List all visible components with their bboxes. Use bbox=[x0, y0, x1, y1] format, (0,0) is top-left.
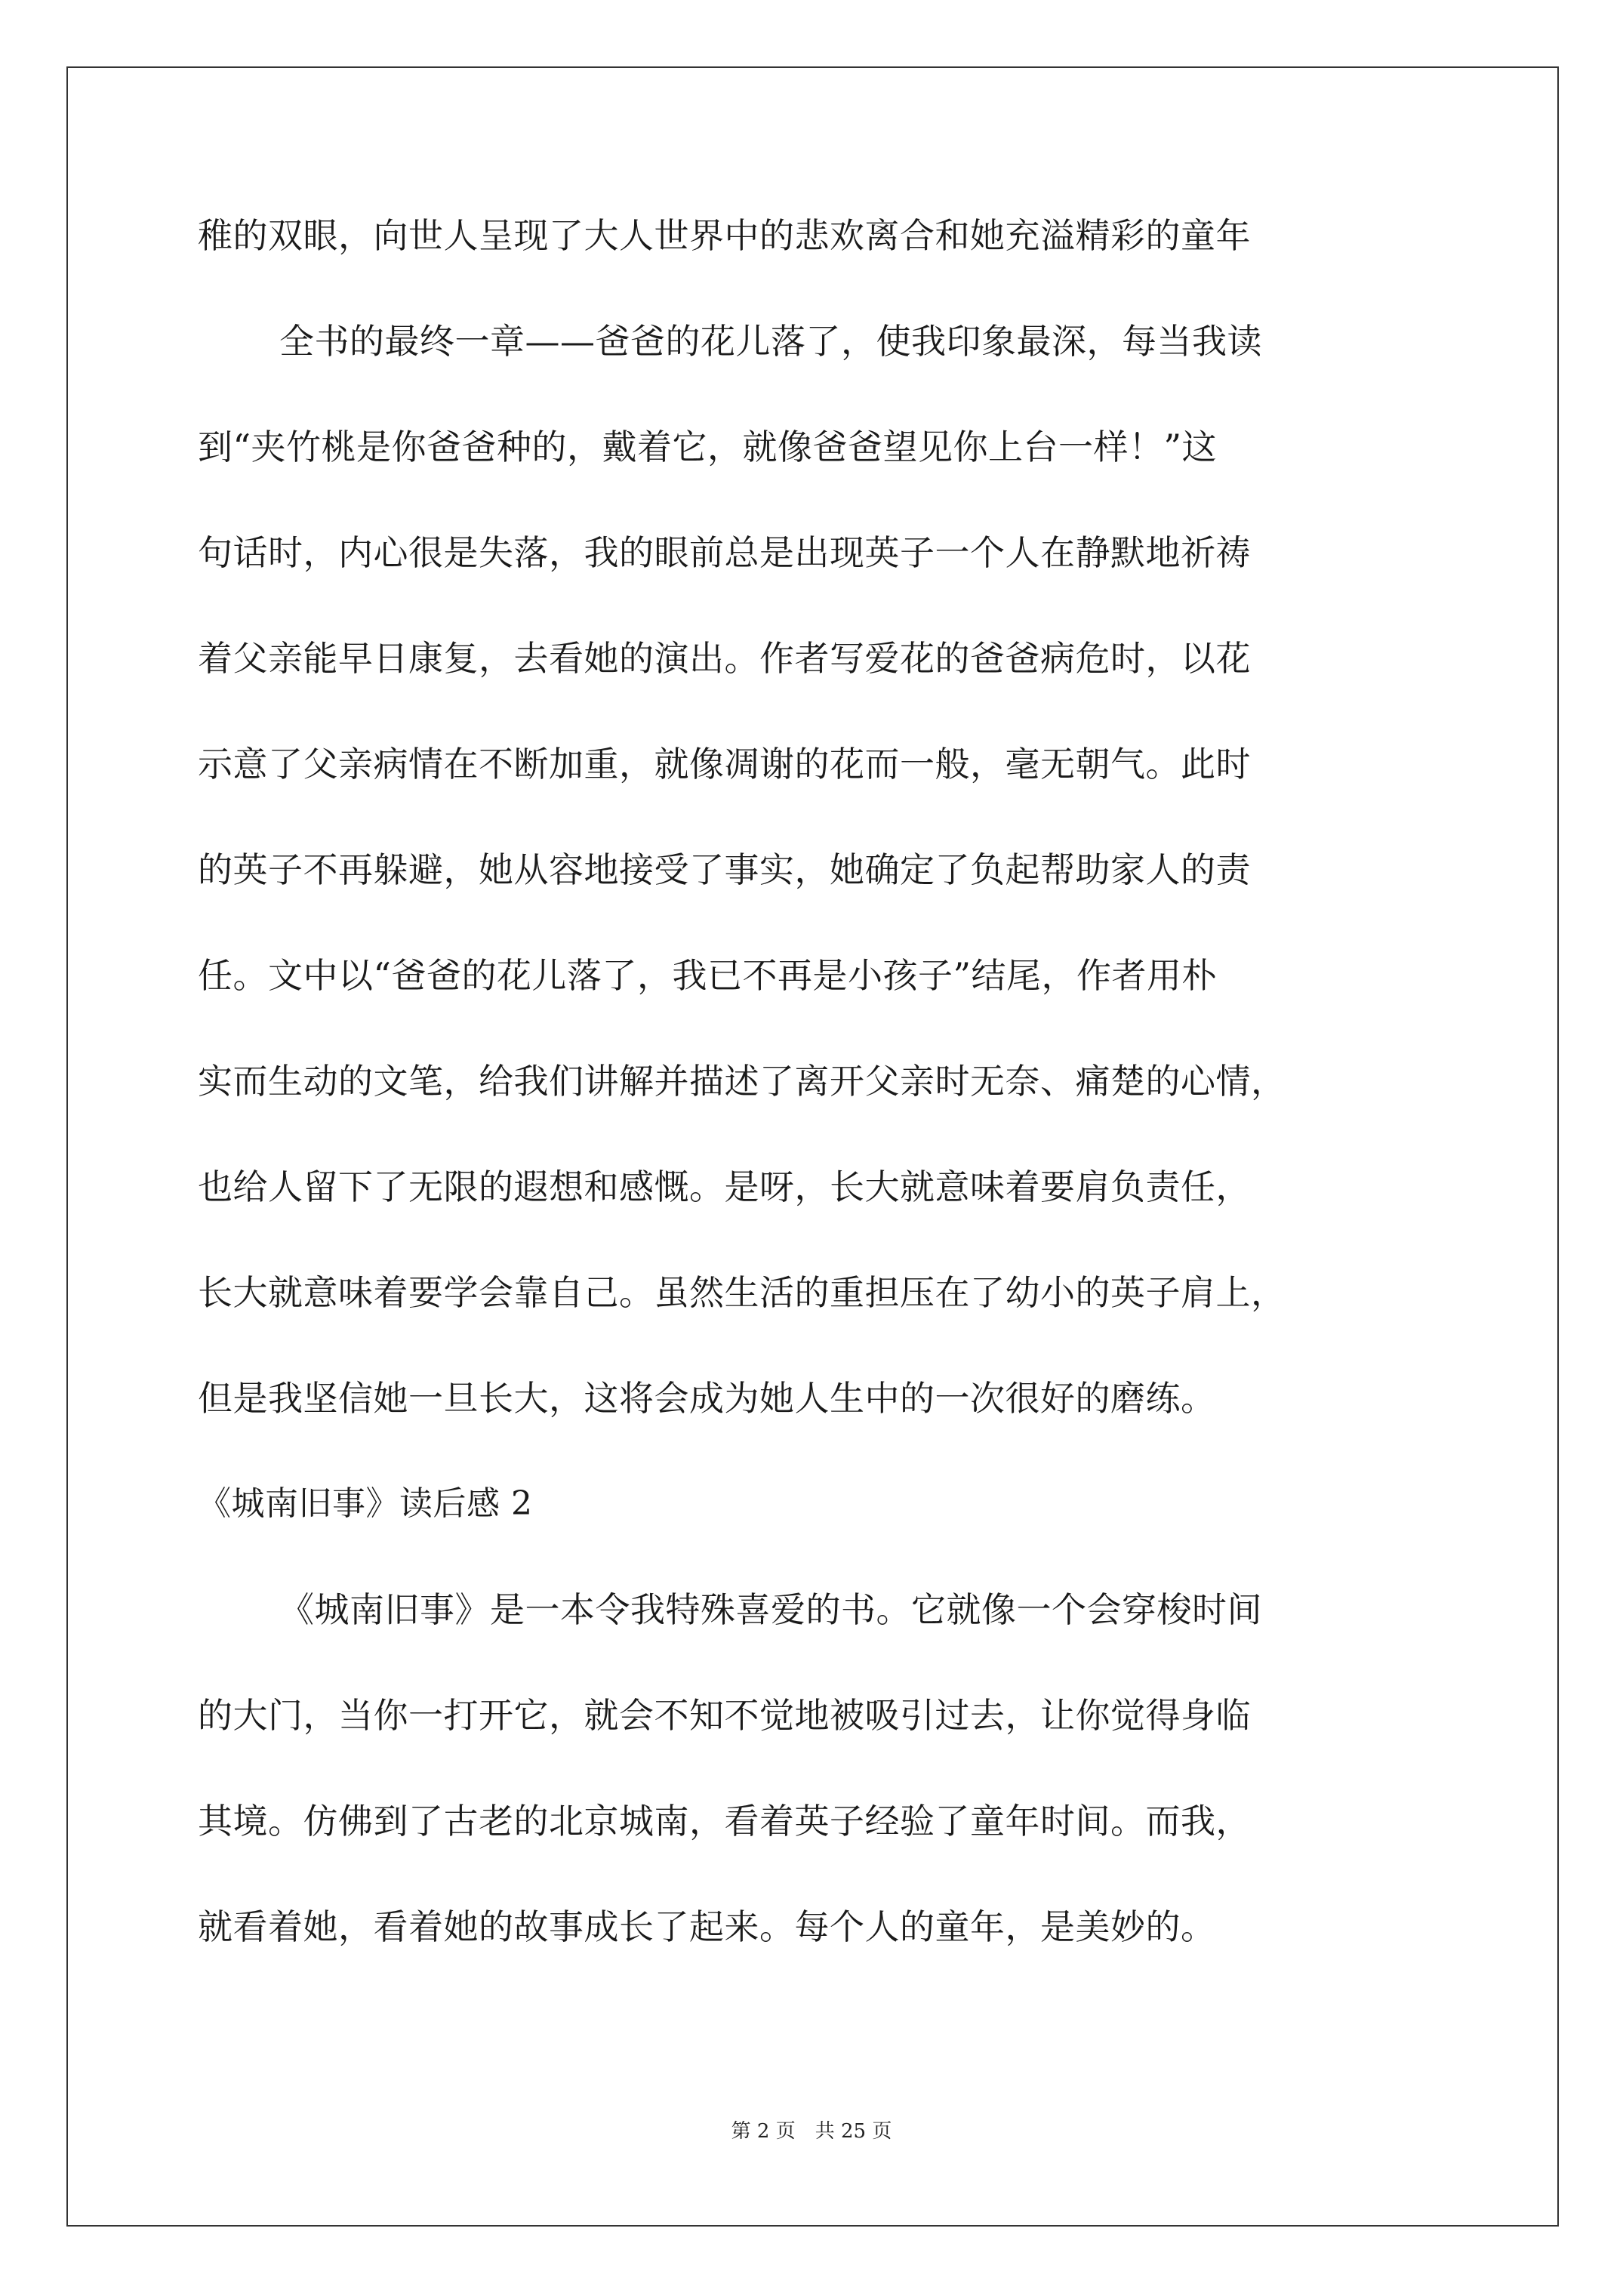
text-line: 稚的双眼，向世人呈现了大人世界中的悲欢离合和她充溢精彩的童年 bbox=[198, 215, 1251, 256]
text-line: 的大门，当你一打开它，就会不知不觉地被吸引过去，让你觉得身临 bbox=[198, 1695, 1251, 1736]
text-line: 实而生动的文笔，给我们讲解并描述了离开父亲时无奈、痛楚的心情， bbox=[198, 1061, 1286, 1102]
text-line: 到“夹竹桃是你爸爸种的，戴着它，就像爸爸望见你上台一样！”这 bbox=[198, 427, 1218, 467]
text-line: 任。文中以“爸爸的花儿落了，我已不再是小孩子”结尾，作者用朴 bbox=[198, 955, 1218, 996]
text-line: 句话时，内心很是失落，我的眼前总是出现英子一个人在静默地祈祷 bbox=[198, 532, 1251, 573]
text-line: 但是我坚信她一旦长大，这将会成为她人生中的一次很好的磨练。 bbox=[198, 1378, 1216, 1419]
text-line: 就看着她，看着她的故事成长了起来。每个人的童年，是美妙的。 bbox=[198, 1906, 1216, 1947]
page-border bbox=[66, 66, 1559, 2227]
text-line: 着父亲能早日康复，去看她的演出。作者写爱花的爸爸病危时，以花 bbox=[198, 638, 1251, 679]
text-line: 示意了父亲病情在不断加重，就像凋谢的花而一般，毫无朝气。此时 bbox=[198, 744, 1251, 784]
text-line: 其境。仿佛到了古老的北京城南，看着英子经验了童年时间。而我， bbox=[198, 1801, 1251, 1841]
section-heading: 《城南旧事》读后感 2 bbox=[198, 1484, 533, 1523]
page-number-footer: 第 2 页 共 25 页 bbox=[731, 2120, 892, 2143]
paragraph-first-line: 《城南旧事》是一本令我特殊喜爱的书。它就像一个会穿梭时间 bbox=[279, 1589, 1262, 1630]
text-line: 也给人留下了无限的遐想和感慨。是呀，长大就意味着要肩负责任， bbox=[198, 1166, 1251, 1207]
text-line: 的英子不再躲避，她从容地接受了事实，她确定了负起帮助家人的责 bbox=[198, 849, 1251, 890]
paragraph-first-line: 全书的最终一章——爸爸的花儿落了，使我印象最深，每当我读 bbox=[279, 321, 1262, 362]
text-line: 长大就意味着要学会靠自己。虽然生活的重担压在了幼小的英子肩上， bbox=[198, 1272, 1286, 1313]
